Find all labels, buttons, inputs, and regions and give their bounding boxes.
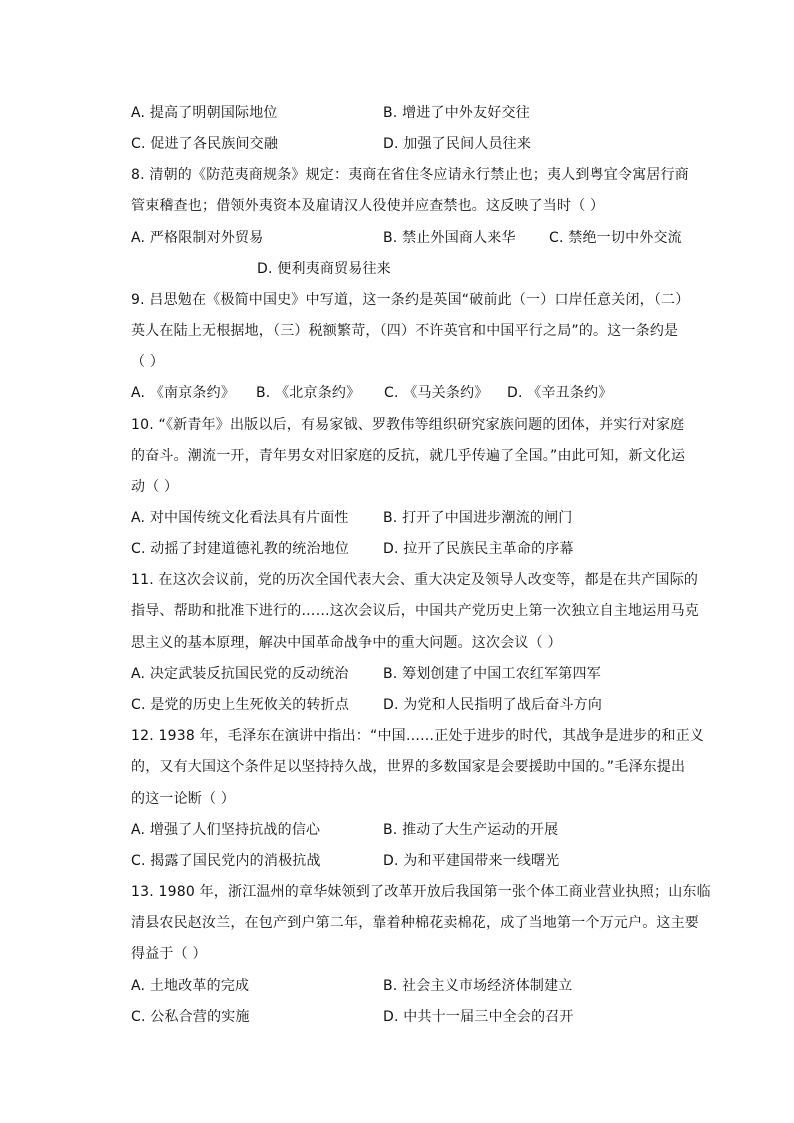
q13-option-b: B. 社会主义市场经济体制建立 — [383, 978, 573, 994]
q8-option-d: D. 便利夷商贸易往来 — [257, 261, 391, 277]
q8-option-c: C. 禁绝一切中外交流 — [549, 230, 682, 246]
q11-option-b: B. 筹划创建了中国工农红军第四军 — [383, 666, 601, 682]
q12-stem-line-3: 的这一论断（ ） — [131, 791, 236, 807]
q10-option-d: D. 拉开了民族民主革命的序幕 — [383, 541, 574, 557]
q13-stem-line-1: 13. 1980 年，浙江温州的章华妹领到了改革开放后我国第一张个体工商业营业执照；山东临 — [131, 884, 711, 900]
q9-stem-line-2: 英人在陆上无根据地，（三）税额繁苛，（四）不许英官和中国平行之局”的。这一条约是 — [131, 323, 679, 339]
q13-option-d: D. 中共十一届三中全会的召开 — [383, 1009, 574, 1025]
q9-stem-line-1: 9. 吕思勉在《极简中国史》中写道，这一条约是英国“破前此（一）口岸任意关闭，（二） — [131, 292, 690, 308]
q12-option-a: A. 增强了人们坚持抗战的信心 — [131, 822, 321, 838]
q12-option-c: C. 揭露了国民党内的消极抗战 — [131, 853, 321, 869]
q7-option-d: D. 加强了民间人员往来 — [383, 136, 532, 152]
q8-option-a: A. 严格限制对外贸易 — [131, 230, 264, 246]
q9-option-a: A. 《南京条约》 — [131, 385, 236, 401]
q10-option-b: B. 打开了中国进步潮流的闸门 — [383, 510, 573, 526]
q11-option-d: D. 为党和人民指明了战后奋斗方向 — [383, 697, 603, 713]
q8-option-b: B. 禁止外国商人来华 — [383, 230, 516, 246]
q11-option-c: C. 是党的历史上生死攸关的转折点 — [131, 697, 350, 713]
q10-option-a: A. 对中国传统文化看法具有片面性 — [131, 510, 349, 526]
q10-option-c: C. 动摇了封建道德礼教的统治地位 — [131, 541, 350, 557]
q12-option-b: B. 推动了大生产运动的开展 — [383, 822, 559, 838]
q12-stem-line-1: 12. 1938 年，毛泽东在演讲中指出：“中国……正处于进步的时代，其战争是进步的和正义 — [131, 728, 705, 744]
q8-stem-line-1: 8. 清朝的《防范夷商规条》规定：夷商在省住冬应请永行禁止也；夷人到粤宜令寓居行商 — [131, 167, 690, 183]
q11-stem-line-1: 11. 在这次会议前，党的历次全国代表大会、重大决定及领导人改变等，都是在共产国际的 — [131, 572, 699, 588]
q12-option-d: D. 为和平建国带来一线曙光 — [383, 853, 560, 869]
q7-option-a: A. 提高了明朝国际地位 — [131, 105, 278, 121]
q8-stem-line-2: 管束稽查也；借领外夷资本及雇请汉人役使并应查禁也。这反映了当时（ ） — [131, 198, 605, 214]
q9-option-b: B. 《北京条约》 — [256, 385, 361, 401]
q13-option-a: A. 土地改革的完成 — [131, 978, 250, 994]
q13-stem-line-2: 清县农民赵汝兰，在包产到户第二年，靠着种棉花卖棉花，成了当地第一个万元户。这主要 — [131, 915, 699, 931]
q10-stem-line-2: 的奋斗。潮流一开，青年男女对旧家庭的反抗，就几乎传遍了全国。”由此可知，新文化运 — [131, 448, 686, 464]
q10-stem-line-3: 动（ ） — [131, 479, 179, 495]
q7-option-c: C. 促进了各民族间交融 — [131, 136, 279, 152]
q13-stem-line-3: 得益于（ ） — [131, 946, 207, 962]
q7-option-b: B. 增进了中外友好交往 — [383, 105, 530, 121]
q11-stem-line-3: 思主义的基本原理，解决中国革命战争中的重大问题。这次会议（ ） — [131, 635, 562, 651]
q11-option-a: A. 决定武装反抗国民党的反动统治 — [131, 666, 349, 682]
q13-option-c: C. 公私合营的实施 — [131, 1009, 250, 1025]
q9-option-d: D. 《辛丑条约》 — [507, 385, 613, 401]
q12-stem-line-2: 的，又有大国这个条件足以坚持持久战，世界的多数国家是会要援助中国的。”毛泽东提出 — [131, 759, 686, 775]
q11-stem-line-2: 指导、帮助和批准下进行的……这次会议后，中国共产党历史上第一次独立自主地运用马克 — [131, 603, 699, 619]
q9-option-c: C. 《马关条约》 — [384, 385, 489, 401]
q9-stem-line-3: （ ） — [131, 354, 165, 370]
q10-stem-line-1: 10. “《新青年》出版以后，有易家钺、罗教伟等组织研究家族问题的团体，并实行对家庭 — [131, 417, 685, 433]
